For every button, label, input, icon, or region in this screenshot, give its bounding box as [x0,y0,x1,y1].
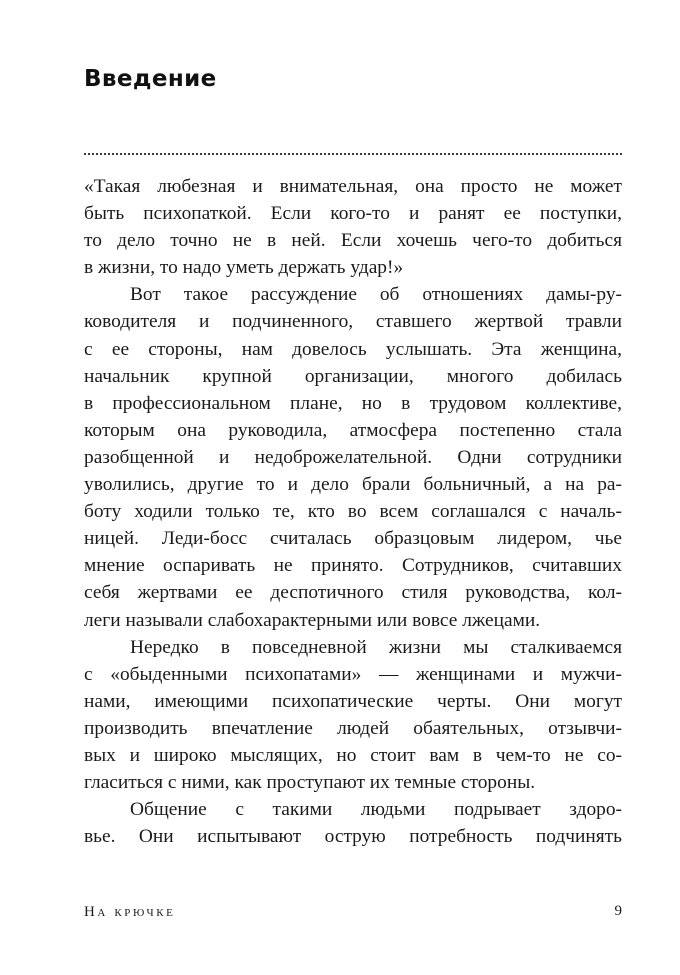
text-line: то дело точно не в ней. Если хочешь чего-то добиться [84,230,622,252]
text-line: Вот такое рассуждение об отношениях дамы-ру- [130,284,622,306]
text-line: с ее стороны, нам довелось услышать. Эта женщина, [84,338,622,360]
text-line: начальник крупной организации, многого добилась [84,365,622,387]
body-text [84,173,622,850]
text-line: вье. Они испытывают острую потребность подчинять [84,826,622,848]
text-line: Общение с такими людьми подрывает здоро- [130,799,622,821]
text-line: боту ходили только те, кто во всем соглашался с началь- [84,501,622,523]
text-line: с «обыденными психопатами» — женщинами и мужчи- [84,663,622,685]
paragraph [84,173,622,281]
text-line: которым она руководила, атмосфера постепенно стала [84,419,622,441]
text-line: разобщенной и недоброжелательной. Одни сотрудники [84,446,622,468]
paragraph [84,796,622,850]
text-line: в профессиональном плане, но в трудовом коллективе, [84,392,622,414]
paragraph [84,281,622,633]
text-line: производить впечатление людей обаятельных, отзывчи- [84,717,622,739]
running-footer-title: На крючке [84,904,176,920]
text-line: ководителя и подчиненного, ставшего жертвой травли [84,311,622,333]
text-line: гласиться с ними, как проступают их темные стороны. [84,772,536,794]
text-line: Нередко в повседневной жизни мы сталкиваемся [130,636,622,658]
text-line: себя жертвами ее деспотичного стиля руководства, кол- [84,582,622,604]
text-line: «Такая любезная и внимательная, она просто не может [84,176,622,197]
paragraph [84,634,622,797]
chapter-heading: Введение [84,66,217,92]
text-line: быть психопаткой. Если кого-то и ранят ее поступки, [84,203,622,225]
text-line: леги называли слабохарактерными или вовсе лжецами. [84,609,541,631]
text-line: в жизни, то надо уметь держать удар!» [84,257,404,279]
page-number: 9 [614,903,622,919]
dotted-divider [84,153,622,155]
text-line: нами, имеющими психопатические черты. Они могут [84,690,622,712]
text-line: ницей. Леди-босс считалась образцовым лидером, чье [84,528,622,550]
text-line: вых и широко мыслящих, но стоит вам в чем-то не со- [84,744,622,766]
text-line: мнение оспаривать не принято. Сотрудников, считавших [84,555,622,577]
text-line: уволились, другие то и дело брали больничный, а на ра- [84,474,622,496]
